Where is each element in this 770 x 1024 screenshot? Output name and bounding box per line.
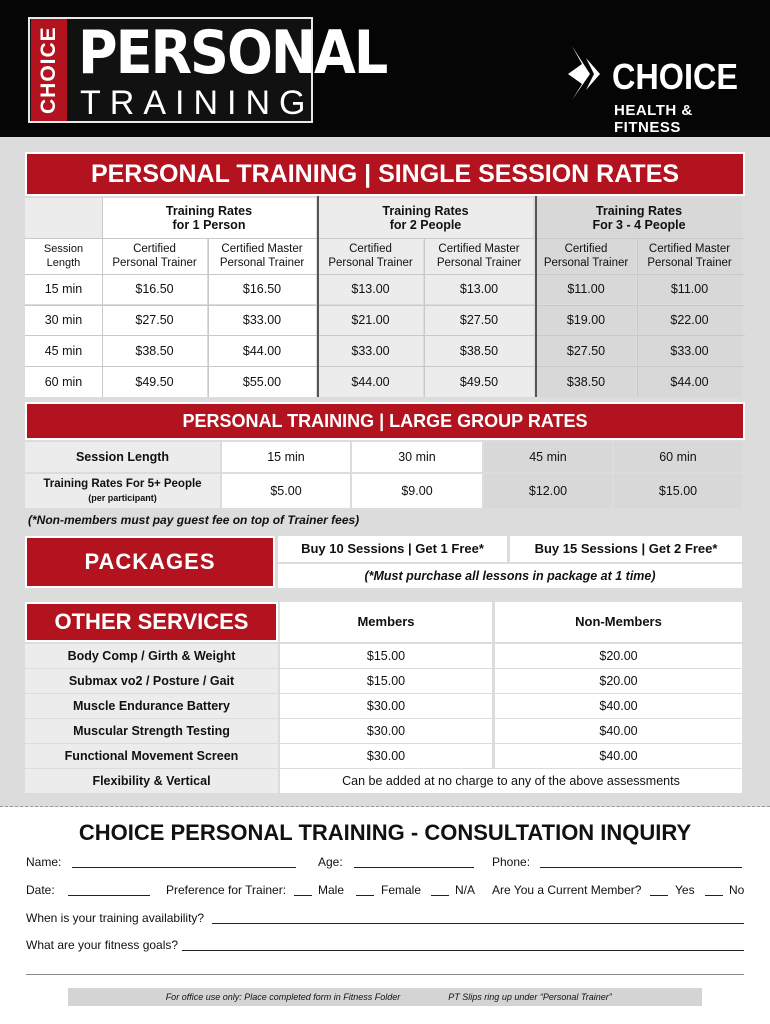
rate-cell: $44.00 <box>208 335 316 366</box>
personal-training-logo <box>28 17 387 123</box>
na-checkbox[interactable] <box>431 895 449 896</box>
rate-cell: $44.00 <box>318 366 423 397</box>
yes-option: Yes <box>675 883 695 897</box>
service-name: Body Comp / Girth & Weight <box>25 644 278 668</box>
trainer-type-header: Certified Personal Trainer <box>318 238 423 274</box>
rate-cell: $33.00 <box>637 335 742 366</box>
table-rule <box>208 238 209 397</box>
date-label: Date: <box>26 883 55 897</box>
package-offer-10: Buy 10 Sessions | Get 1 Free* <box>278 536 507 562</box>
goals-label: What are your fitness goals? <box>26 938 179 952</box>
trainer-type-header: Certified Master Personal Trainer <box>637 238 742 274</box>
table-rule <box>424 238 425 397</box>
rate-cell: $38.50 <box>536 366 636 397</box>
other-services-title: OTHER SERVICES <box>25 602 278 642</box>
female-checkbox[interactable] <box>356 895 374 896</box>
age-label: Age: <box>318 855 343 869</box>
rate-cell: $16.50 <box>102 274 207 304</box>
no-checkbox[interactable] <box>705 895 723 896</box>
rate-cell: $21.00 <box>318 305 423 335</box>
corner-cell <box>25 198 102 238</box>
service-name: Muscle Endurance Battery <box>25 694 278 718</box>
group-length-cell: 15 min <box>222 442 350 472</box>
office-use-note: For office use only: Place completed form in Fitness Folder <box>165 992 401 1002</box>
member-price: $30.00 <box>280 719 492 743</box>
packages-title: PACKAGES <box>25 536 275 588</box>
session-length-cell: 15 min <box>25 274 102 304</box>
rate-cell: $27.50 <box>102 305 207 335</box>
logo-personal-text: PERSONAL <box>78 17 387 88</box>
group-rates-subtitle: (per participant) <box>88 493 157 503</box>
phone-field[interactable] <box>540 867 742 868</box>
trainer-type-header: Certified Personal Trainer <box>536 238 636 274</box>
members-header: Members <box>280 602 492 642</box>
table-rule <box>102 198 103 397</box>
rate-cell: $11.00 <box>637 274 742 304</box>
session-length-label: Session Length <box>25 442 220 472</box>
page-header <box>0 0 770 137</box>
no-option: No <box>729 883 745 897</box>
availability-field[interactable] <box>212 923 744 924</box>
pt-slips-note: PT Slips ring up under “Personal Trainer” <box>448 992 612 1002</box>
rate-cell: $27.50 <box>536 335 636 366</box>
male-option: Male <box>318 883 345 897</box>
trainer-type-header: Certified Personal Trainer <box>102 238 207 274</box>
member-price: $30.00 <box>280 744 492 768</box>
rate-cell: $13.00 <box>318 274 423 304</box>
rate-cell: $33.00 <box>208 305 316 335</box>
package-note: (*Must purchase all lessons in package at 1 time) <box>278 564 742 588</box>
group-length-cell: 45 min <box>484 442 612 472</box>
service-name: Functional Movement Screen <box>25 744 278 768</box>
group-header-2: Training Rates for 2 People <box>318 198 533 238</box>
rate-cell: $13.00 <box>424 274 534 304</box>
service-name: Muscular Strength Testing <box>25 719 278 743</box>
trainer-type-header: Certified Master Personal Trainer <box>208 238 316 274</box>
rate-cell: $38.50 <box>102 335 207 366</box>
member-price: $15.00 <box>280 669 492 693</box>
goals-field[interactable] <box>182 950 744 951</box>
session-length-cell: 30 min <box>25 305 102 335</box>
rate-cell: $11.00 <box>536 274 636 304</box>
service-name: Flexibility & Vertical <box>25 769 278 793</box>
date-field[interactable] <box>68 895 150 896</box>
group-rates-title: Training Rates For 5+ People <box>43 478 202 490</box>
rate-cell: $22.00 <box>637 305 742 335</box>
availability-label: When is your training availability? <box>26 911 205 925</box>
male-checkbox[interactable] <box>294 895 312 896</box>
non-member-price: $40.00 <box>495 744 742 768</box>
choice-chevron-icon <box>560 44 608 102</box>
member-price: $30.00 <box>280 694 492 718</box>
choice-brand-logo <box>560 44 750 136</box>
non-members-header: Non-Members <box>495 602 742 642</box>
non-member-price: $40.00 <box>495 694 742 718</box>
non-member-price: $20.00 <box>495 669 742 693</box>
session-length-header: Session Length <box>25 238 102 274</box>
logo-training-text: TRAINING <box>80 84 315 122</box>
yes-checkbox[interactable] <box>650 895 668 896</box>
logo-choice-vertical: CHOICE <box>31 19 67 121</box>
group-rate-cell: $15.00 <box>614 474 742 508</box>
rate-cell: $49.50 <box>424 366 534 397</box>
name-field[interactable] <box>72 867 296 868</box>
rate-cell: $49.50 <box>102 366 207 397</box>
session-length-cell: 45 min <box>25 335 102 366</box>
single-session-title: PERSONAL TRAINING | SINGLE SESSION RATES <box>25 152 745 196</box>
na-option: N/A <box>455 883 476 897</box>
member-question: Are You a Current Member? <box>492 883 642 897</box>
group-rate-cell: $12.00 <box>484 474 612 508</box>
group-rate-cell: $5.00 <box>222 474 350 508</box>
service-name: Submax vo2 / Posture / Gait <box>25 669 278 693</box>
female-option: Female <box>381 883 422 897</box>
phone-label: Phone: <box>492 855 531 869</box>
age-field[interactable] <box>354 867 474 868</box>
group-divider <box>535 196 537 397</box>
rate-cell: $27.50 <box>424 305 534 335</box>
rate-cell: $44.00 <box>637 366 742 397</box>
non-member-price: $40.00 <box>495 719 742 743</box>
goals-field-line-2[interactable] <box>26 974 744 975</box>
large-group-title: PERSONAL TRAINING | LARGE GROUP RATES <box>25 402 745 440</box>
table-rule <box>637 238 638 397</box>
brand-subtitle: HEALTH & FITNESS <box>614 102 693 136</box>
assessment-note: Can be added at no charge to any of the above assessments <box>280 769 742 793</box>
rate-cell: $33.00 <box>318 335 423 366</box>
trainer-type-header: Certified Master Personal Trainer <box>424 238 534 274</box>
rate-cell: $38.50 <box>424 335 534 366</box>
group-rates-label <box>25 474 220 508</box>
preference-label: Preference for Trainer: <box>166 883 287 897</box>
non-member-price: $20.00 <box>495 644 742 668</box>
group-header-3: Training Rates For 3 - 4 People <box>536 198 742 238</box>
rate-cell: $19.00 <box>536 305 636 335</box>
group-length-cell: 30 min <box>352 442 482 472</box>
group-divider <box>317 196 319 397</box>
package-offer-15: Buy 15 Sessions | Get 2 Free* <box>510 536 742 562</box>
brand-name: CHOICE <box>612 56 739 97</box>
session-length-cell: 60 min <box>25 366 102 397</box>
group-length-cell: 60 min <box>614 442 742 472</box>
group-rate-cell: $9.00 <box>352 474 482 508</box>
group-header-1: Training Rates for 1 Person <box>102 198 316 238</box>
form-title: CHOICE PERSONAL TRAINING - CONSULTATION INQUIRY <box>78 820 692 845</box>
member-price: $15.00 <box>280 644 492 668</box>
rate-cell: $55.00 <box>208 366 316 397</box>
name-label: Name: <box>26 855 62 869</box>
guest-fee-note: (*Non-members must pay guest fee on top of Trainer fees) <box>28 513 360 527</box>
rate-cell: $16.50 <box>208 274 316 304</box>
